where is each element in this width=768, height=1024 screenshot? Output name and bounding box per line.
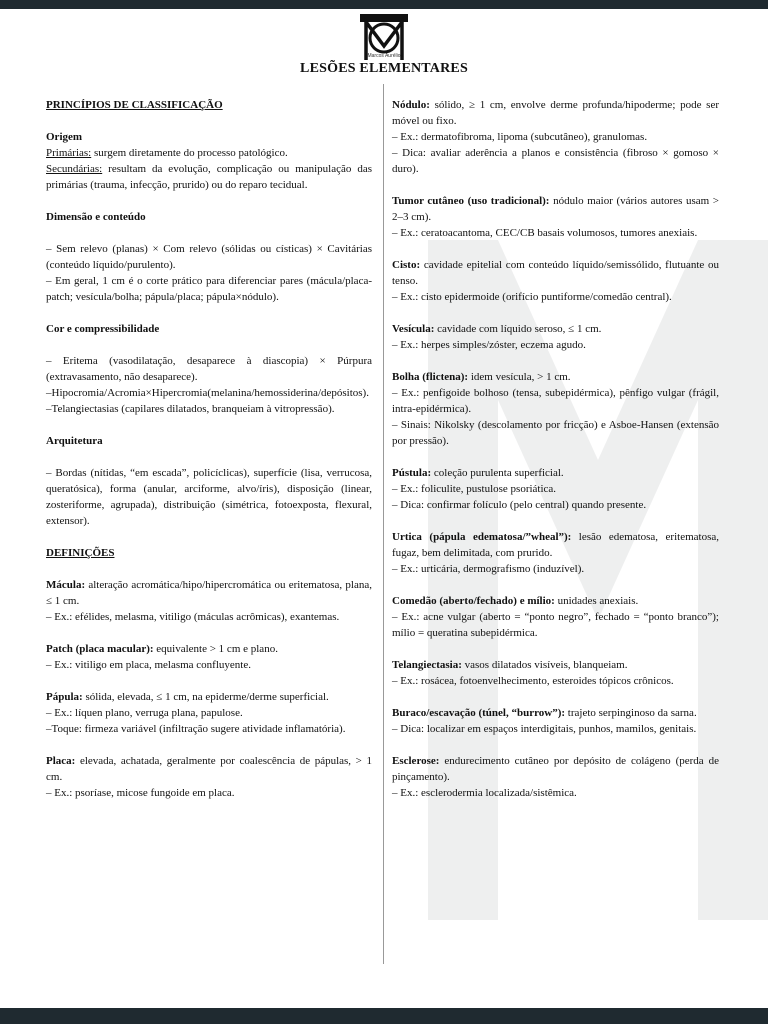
cisto-text: cavidade epitelial com conteúdo líquido/semissólido, flutuante ou tenso.	[392, 259, 719, 287]
heading-dimensao: Dimensão e conteúdo	[46, 211, 146, 223]
tumor-example: – Ex.: ceratoacantoma, CEC/CB basais volumosos, tumores anexiais.	[392, 227, 698, 239]
bolha-sinais: – Sinais: Nikolsky (descolamento por fricção) e Asboe-Hansen (extensão por pressão).	[392, 419, 719, 447]
page-title: LESÕES ELEMENTARES	[300, 61, 468, 76]
patch-example: – Ex.: vitiligo em placa, melasma confluyente.	[46, 659, 251, 671]
pustula-text: coleção purulenta superficial.	[431, 467, 564, 479]
primarias-label: Primárias:	[46, 147, 92, 159]
urtica-paragraph	[392, 529, 719, 561]
urtica-label: Urtica (pápula edematosa/”wheal”):	[392, 531, 572, 543]
cor-item-3: –Telangiectasias (capilares dilatados, branqueiam à vitropressão).	[46, 403, 335, 415]
pustula-dica: – Dica: confirmar folículo (pelo central) quando presente.	[392, 499, 647, 511]
cisto-label: Cisto:	[392, 259, 421, 271]
heading-origem: Origem	[46, 131, 83, 143]
top-bar	[0, 0, 768, 9]
papula-example: – Ex.: líquen plano, verruga plana, papulose.	[46, 707, 243, 719]
arquitetura-item-1: – Bordas (nítidas, “em escada”, policíclicas), superfície (lisa, verrucosa, queratósica), forma (anular, arciforme, alvo/íris), disposição (linear, zosteriforme, agrupada), distribuição (simétrica, fotoexposta, flexural, extensor).	[46, 467, 372, 527]
left-column	[46, 97, 372, 801]
nodulo-text: sólido, ≥ 1 cm, envolve derme profunda/hipoderme; pode ser móvel ou fixo.	[392, 99, 719, 127]
buraco-paragraph	[392, 705, 719, 721]
patch-paragraph	[46, 641, 372, 657]
column-divider	[383, 84, 384, 964]
buraco-label: Buraco/escavação (túnel, “burrow”):	[392, 707, 566, 719]
placa-paragraph	[46, 753, 372, 785]
esclerose-paragraph	[392, 753, 719, 785]
placa-text: elevada, achatada, geralmente por coalescência de pápulas, > 1 cm.	[46, 755, 372, 783]
urtica-text: lesão edematosa, eritematosa, fugaz, bem delimitada, com prurido.	[392, 531, 719, 559]
buraco-text: trajeto serpinginoso da sarna.	[565, 707, 697, 719]
comedao-label: Comedão (aberto/fechado) e mílio:	[392, 595, 555, 607]
placa-example: – Ex.: psoríase, micose fungoide em placa.	[46, 787, 235, 799]
macula-paragraph	[46, 577, 372, 609]
bottom-bar	[0, 1008, 768, 1024]
pustula-example: – Ex.: foliculite, pustulose psoriática.	[392, 483, 557, 495]
macula-label: Mácula:	[46, 579, 86, 591]
vesicula-text: cavidade com líquido seroso, ≤ 1 cm.	[434, 323, 602, 335]
cisto-paragraph	[392, 257, 719, 289]
nodulo-label: Nódulo:	[392, 99, 430, 111]
papula-label: Pápula:	[46, 691, 83, 703]
bolha-label: Bolha (flictena):	[392, 371, 469, 383]
bolha-paragraph	[392, 369, 719, 385]
telangiectasia-text: vasos dilatados visíveis, blanqueiam.	[461, 659, 628, 671]
section-heading-principios: PRINCÍPIOS DE CLASSIFICAÇÃO	[46, 99, 223, 111]
dimensao-item-2: – Em geral, 1 cm é o corte prático para diferenciar pares (mácula/placa-patch; vesícula/bolha; pápula/placa; pápula×nódulo).	[46, 275, 372, 303]
bolha-example: – Ex.: penfigoide bolhoso (tensa, subepidérmica), pênfigo vulgar (frágil, intra-epidérmica).	[392, 387, 719, 415]
vesicula-example: – Ex.: herpes simples/zóster, eczema agudo.	[392, 339, 586, 351]
logo-caption: Marcos Aurélio	[367, 53, 401, 59]
tumor-text: nódulo maior (vários autores usam > 2–3 cm).	[392, 195, 719, 223]
tumor-label: Tumor cutâneo (uso tradicional):	[392, 195, 550, 207]
esclerose-example: – Ex.: esclerodermia localizada/sistêmica.	[392, 787, 577, 799]
comedao-text: unidades anexiais.	[554, 595, 639, 607]
telangiectasia-label: Telangiectasia:	[392, 659, 462, 671]
primarias-paragraph	[46, 145, 372, 161]
patch-text: equivalente > 1 cm e plano.	[153, 643, 278, 655]
pustula-label: Pústula:	[392, 467, 432, 479]
secundarias-text: resultam da evolução, complicação ou manipulação das primárias (trauma, infecção, prurido) ou do reparo tecidual.	[46, 163, 372, 191]
macula-text: alteração acromática/hipo/hipercromática ou eritematosa, plana, ≤ 1 cm.	[46, 579, 372, 607]
nodulo-dica: – Dica: avaliar aderência a planos e consistência (fibroso × gomoso × duro).	[392, 147, 719, 175]
urtica-example: – Ex.: urticária, dermografismo (induzível).	[392, 563, 585, 575]
bolha-text: idem vesícula, > 1 cm.	[468, 371, 571, 383]
cor-item-2: –Hipocromia/Acromia×Hipercromia(melanina/hemossiderina/depósitos).	[46, 387, 369, 399]
papula-toque: –Toque: firmeza variável (infiltração sugere atividade inflamatória).	[46, 723, 346, 735]
telangiectasia-example: – Ex.: rosácea, fotoenvelhecimento, esteroides tópicos crônicos.	[392, 675, 674, 687]
heading-arquitetura: Arquitetura	[46, 435, 103, 447]
pustula-paragraph	[392, 465, 719, 481]
cor-item-1: – Eritema (vasodilatação, desaparece à diascopia) × Púrpura (extravasamento, não desaparece).	[46, 355, 372, 383]
tumor-paragraph	[392, 193, 719, 225]
esclerose-text: endurecimento cutâneo por depósito de colágeno (perda de pinçamento).	[392, 755, 719, 783]
secundarias-label: Secundárias:	[46, 163, 103, 175]
papula-paragraph	[46, 689, 372, 705]
heading-cor: Cor e compressibilidade	[46, 323, 160, 335]
right-column	[392, 97, 719, 801]
macula-example: – Ex.: efélides, melasma, vitiligo (máculas acrômicas), exantemas.	[46, 611, 340, 623]
papula-text: sólida, elevada, ≤ 1 cm, na epiderme/derme superficial.	[82, 691, 329, 703]
esclerose-label: Esclerose:	[392, 755, 440, 767]
secundarias-paragraph	[46, 161, 372, 193]
cisto-example: – Ex.: cisto epidermoide (orifício puntiforme/comedão central).	[392, 291, 672, 303]
primarias-text: surgem diretamente do processo patológico.	[91, 147, 288, 159]
placa-label: Placa:	[46, 755, 76, 767]
nodulo-example: – Ex.: dermatofibroma, lipoma (subcutâneo), granulomas.	[392, 131, 648, 143]
dimensao-item-1: – Sem relevo (planas) × Com relevo (sólidas ou císticas) × Cavitárias (conteúdo líquido/purulento).	[46, 243, 372, 271]
telangiectasia-paragraph	[392, 657, 719, 673]
vesicula-label: Vesícula:	[392, 323, 435, 335]
vesicula-paragraph	[392, 321, 719, 337]
patch-label: Patch (placa macular):	[46, 643, 154, 655]
comedao-paragraph	[392, 593, 719, 609]
nodulo-paragraph	[392, 97, 719, 129]
buraco-dica: – Dica: localizar em espaços interdigitais, punhos, mamilos, genitais.	[392, 723, 697, 735]
section-heading-definicoes: DEFINIÇÕES	[46, 547, 115, 559]
comedao-example: – Ex.: acne vulgar (aberto = “ponto negro”, fechado = “ponto branco”); mílio = queratina subepidérmica.	[392, 611, 719, 639]
